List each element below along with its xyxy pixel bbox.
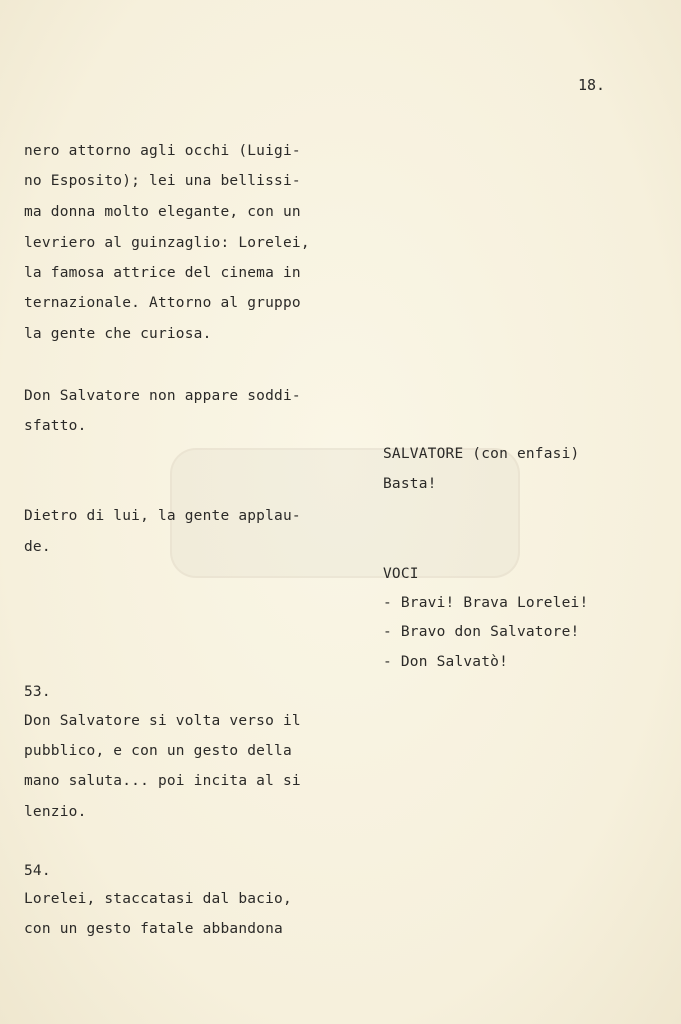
text-line: 54. (24, 863, 51, 879)
text-line: de. (24, 539, 51, 555)
text-line: VOCI (383, 566, 419, 582)
text-line: la gente che curiosa. (24, 326, 212, 342)
text-line: ternazionale. Attorno al gruppo (24, 295, 301, 311)
text-line: pubblico, e con un gesto della (24, 743, 292, 759)
text-line: no Esposito); lei una bellissi- (24, 173, 301, 189)
page-number: 18. (578, 76, 606, 94)
text-line: la famosa attrice del cinema in (24, 265, 301, 281)
text-line: Don Salvatore non appare soddi- (24, 388, 301, 404)
text-line: - Bravo don Salvatore! (383, 624, 580, 640)
text-line: con un gesto fatale abbandona (24, 921, 283, 937)
text-line: Basta! (383, 476, 437, 492)
text-line: mano saluta... poi incita al si (24, 773, 301, 789)
text-line: - Bravi! Brava Lorelei! (383, 595, 589, 611)
text-line: SALVATORE (con enfasi) (383, 446, 580, 462)
text-line: nero attorno agli occhi (Luigi- (24, 143, 301, 159)
text-line: - Don Salvatò! (383, 654, 509, 670)
text-line: Don Salvatore si volta verso il (24, 713, 301, 729)
text-line: sfatto. (24, 418, 87, 434)
text-line: 53. (24, 684, 51, 700)
text-line: Lorelei, staccatasi dal bacio, (24, 891, 292, 907)
text-line: ma donna molto elegante, con un (24, 204, 301, 220)
text-line: Dietro di lui, la gente applau- (24, 508, 301, 524)
text-line: lenzio. (24, 804, 87, 820)
text-line: levriero al guinzaglio: Lorelei, (24, 235, 310, 251)
